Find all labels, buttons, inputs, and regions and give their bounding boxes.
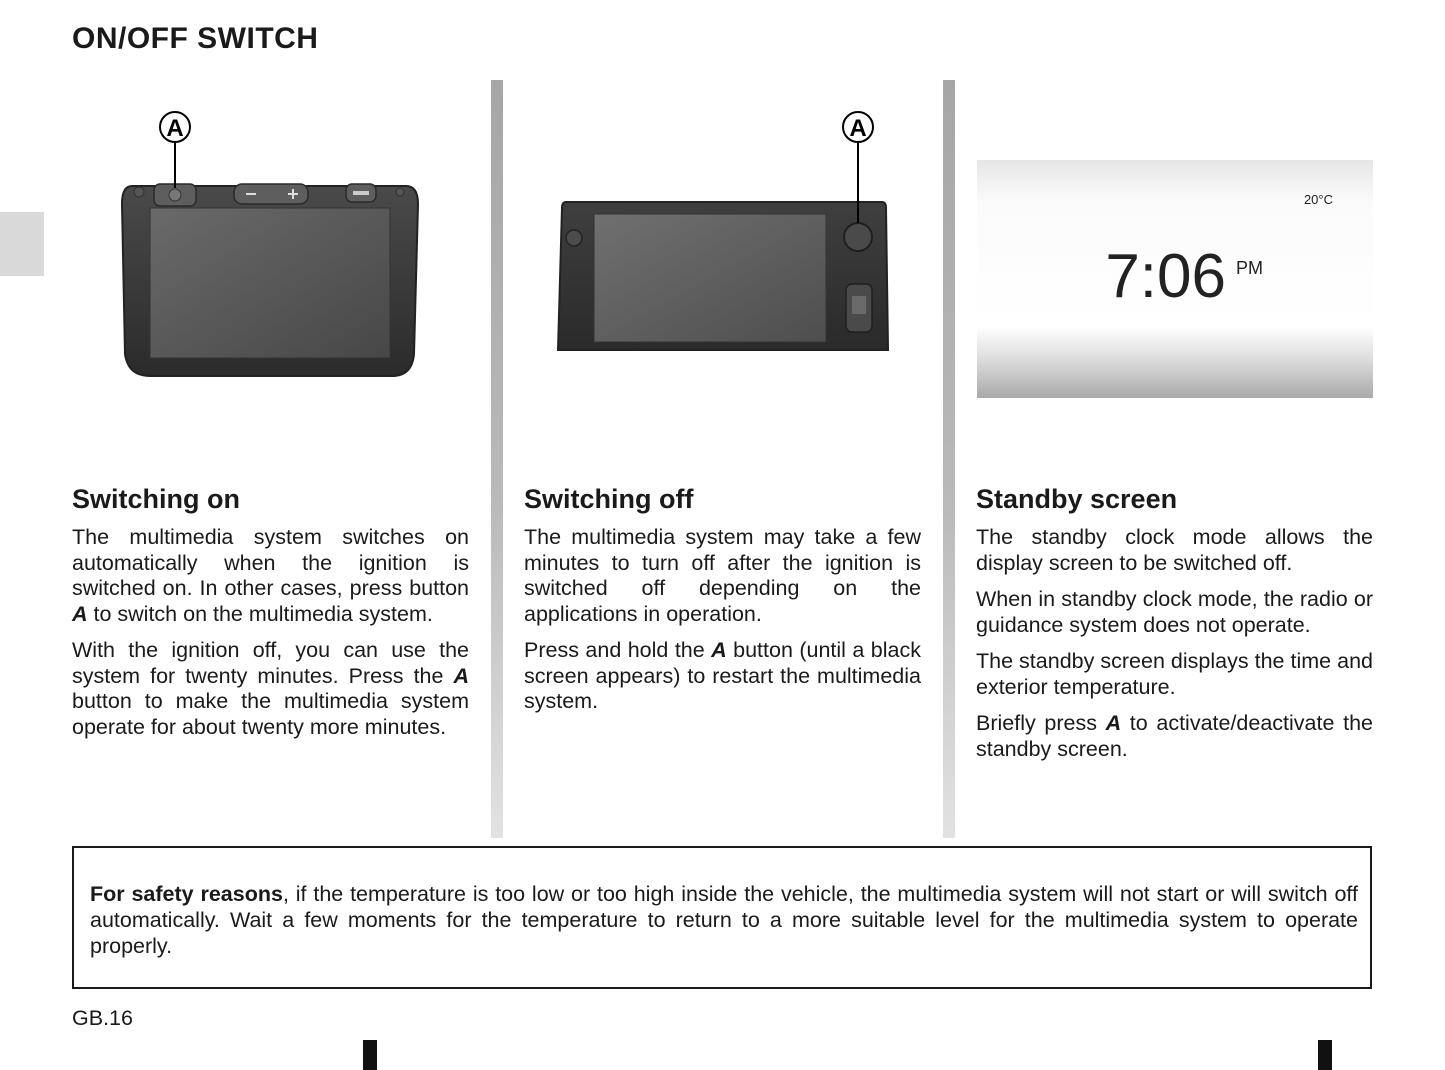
section-title-switching-on: Switching on xyxy=(72,484,240,514)
paragraph: Briefly press A to activate/deactivate the standby screen. xyxy=(976,711,1373,761)
paragraph: With the ignition off, you can use the system for twenty minutes. Press the A button to make the multimedia system operate for about twenty more minutes. xyxy=(72,638,469,739)
page-title: ON/OFF SWITCH xyxy=(72,22,319,55)
paragraph: The standby screen displays the time and exterior temperature. xyxy=(976,649,1373,699)
standby-screen-figure xyxy=(977,160,1373,398)
chapter-tab xyxy=(0,212,44,276)
paragraph: When in standby clock mode, the radio or guidance system does not operate. xyxy=(976,587,1373,637)
clock-period: PM xyxy=(1236,258,1263,278)
clock-time: 7:06 xyxy=(1105,242,1226,311)
paragraph: The standby clock mode allows the display screen to be switched off. xyxy=(976,525,1373,575)
safety-notice-box xyxy=(72,846,1372,989)
safety-notice-text: For safety reasons, if the temperature is too low or too high inside the vehicle, the multimedia system will not start or will switch off automatically. Wait a few moments for the temperature to return to a more suitable level for the multimedia system to operate properly. xyxy=(90,882,1358,958)
callout-a-label: A xyxy=(849,115,867,142)
temperature-readout: 20°C xyxy=(1303,192,1333,207)
paragraph: The multimedia system switches on automatically when the ignition is switched on. In other cases, press button A to switch on the multimedia system. xyxy=(72,525,469,626)
multimedia-unit-side-figure xyxy=(548,104,898,364)
power-button xyxy=(844,223,872,251)
callout-a-label: A xyxy=(166,115,184,142)
multimedia-unit-front-figure xyxy=(110,104,430,394)
paragraph: Press and hold the A button (until a black screen appears) to restart the multimedia system. xyxy=(524,638,921,713)
crop-mark xyxy=(1318,1040,1332,1070)
section-title-switching-off: Switching off xyxy=(524,484,694,514)
section-title-standby-screen: Standby screen xyxy=(976,484,1178,514)
column-divider xyxy=(943,80,955,838)
page-number: GB.16 xyxy=(72,1006,133,1030)
crop-mark xyxy=(363,1040,377,1070)
column-divider xyxy=(491,80,503,838)
paragraph: The multimedia system may take a few minutes to turn off after the ignition is switched off depending on the applications in operation. xyxy=(524,525,921,626)
